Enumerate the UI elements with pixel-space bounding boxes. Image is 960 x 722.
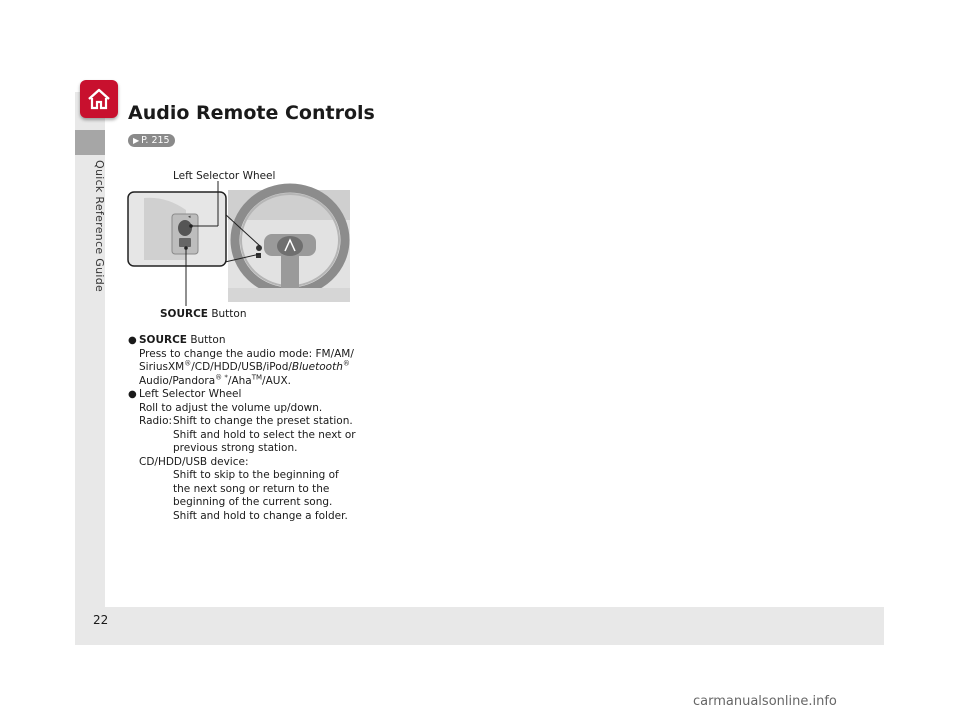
page-reference-link[interactable] <box>128 134 175 147</box>
home-button[interactable] <box>80 80 118 118</box>
bullet-icon: ● <box>128 389 137 400</box>
section-tab-marker <box>75 130 105 155</box>
page-ref-label: P. 215 <box>141 135 170 146</box>
page-title: Audio Remote Controls <box>128 102 375 124</box>
page-number: 22 <box>93 613 109 627</box>
list-item-source-button: ● SOURCE Button Press to change the audio mode: FM/AM/ SiriusXM®/CD/HDD/USB/iPod/Bluetooth® Audio/Pandora® */Aha™/AUX. <box>128 334 354 387</box>
svg-text:◂: ◂ <box>188 214 191 220</box>
page-ref-arrow-icon: ▶ <box>133 136 140 145</box>
section-label: Quick Reference Guide <box>93 160 106 293</box>
steering-wheel-illustration <box>126 170 350 320</box>
callout-left-selector-wheel: Left Selector Wheel <box>173 170 276 182</box>
home-icon <box>86 86 112 112</box>
controls-description <box>128 334 368 523</box>
bullet-icon: ● <box>128 335 137 346</box>
list-item-left-selector-wheel: ● Left Selector Wheel Roll to adjust the volume up/down. Radio: Shift to change the preset station. Shift and hold to select the next or previous strong station. CD/HDD/USB device: Shift to skip to the beginning of the next song or return to the beginning of the current song. Shift and hold to change a folder. <box>128 388 356 522</box>
callout-source-button: SOURCE Button <box>160 308 247 320</box>
watermark: carmanualsonline.info <box>693 694 837 709</box>
